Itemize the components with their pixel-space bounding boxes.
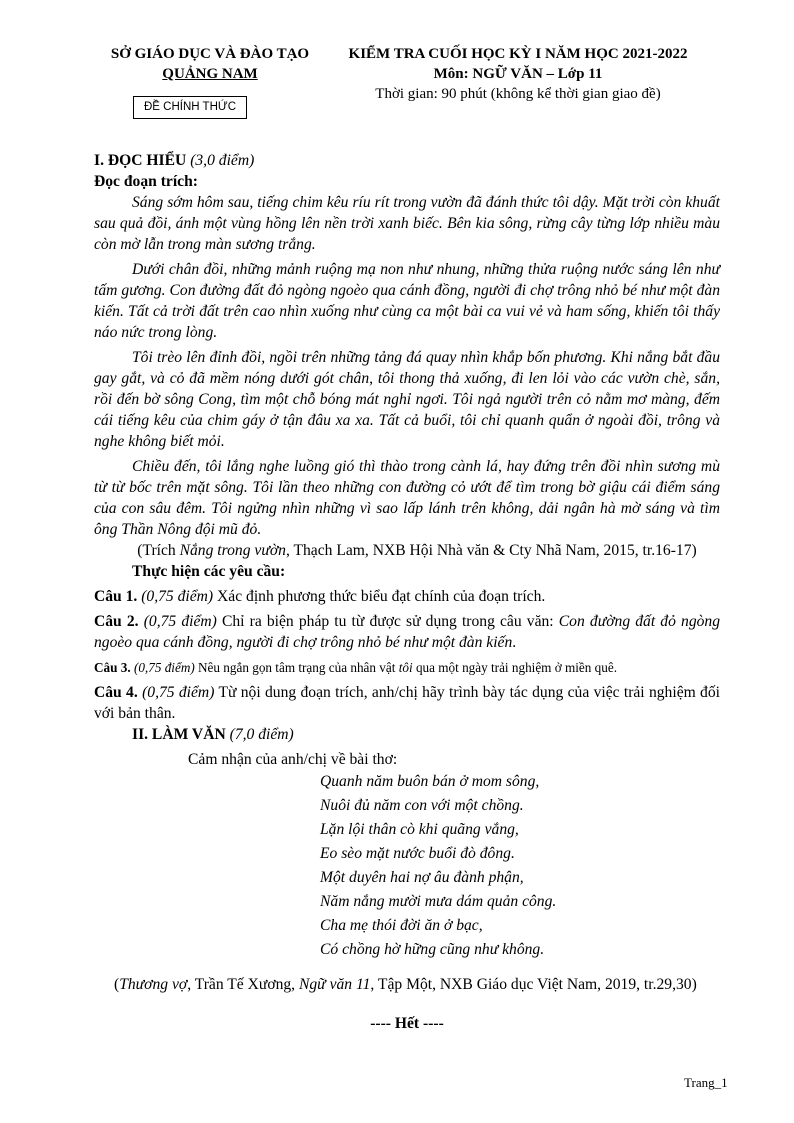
poem-line: Lặn lội thân cò khi quãng vắng, bbox=[320, 821, 519, 838]
question-4: Câu 4. (0,75 điểm) Từ nội dung đoạn trích, anh/chị hãy trình bày tác dụng của việc trải nghiệm đối với bản thân. bbox=[94, 684, 720, 722]
province-name: QUẢNG NAM bbox=[162, 66, 258, 82]
essay-prompt: Cảm nhận của anh/chị về bài thơ: bbox=[188, 751, 398, 768]
poem-line: Nuôi đủ năm con với một chồng. bbox=[320, 797, 524, 814]
exam-duration: Thời gian: 90 phút (không kể thời gian giao đề) bbox=[375, 86, 661, 102]
header-exam-block bbox=[318, 44, 718, 104]
question-2: Câu 2. (0,75 điểm) Chỉ ra biện pháp tu từ được sử dụng trong câu văn: Con đường đất đỏ ngòng ngoèo qua cánh đồng, người đi chợ trông nhỏ bé như một đàn kiến. bbox=[94, 613, 721, 651]
source-work-title: Nắng trong vườn bbox=[179, 542, 286, 559]
poem-line: Năm nắng mười mưa dám quản công. bbox=[320, 893, 557, 910]
tasks-label: Thực hiện các yêu cầu: bbox=[132, 563, 286, 580]
exam-title: KIỂM TRA CUỐI HỌC KỲ I NĂM HỌC 2021-2022 bbox=[348, 46, 688, 62]
exam-subject: Môn: NGỮ VĂN – Lớp 11 bbox=[433, 66, 603, 82]
official-exam-stamp: ĐỀ CHÍNH THỨC bbox=[133, 96, 247, 119]
read-label: Đọc đoạn trích: bbox=[94, 173, 198, 190]
question-1: Câu 1. (0,75 điểm) Xác định phương thức biểu đạt chính của đoạn trích. bbox=[94, 588, 546, 605]
exam-content bbox=[94, 150, 720, 1034]
question-2-quote: Con đường đất đỏ ngòng ngoèo qua cánh đồng, người đi chợ trông nhỏ bé như một đàn kiến bbox=[94, 613, 721, 651]
passage-paragraph: Sáng sớm hôm sau, tiếng chim kêu ríu rít trong vườn đã đánh thức tôi dậy. Mặt trời còn khuất sau quả đồi, ánh một vùng hồng lên nền trời xanh biếc. Bên kia sông, rừng cây từng lớp nhiều màu còn mờ lẫn trong màn sương trắng. bbox=[94, 194, 720, 253]
part1-points: (3,0 điểm) bbox=[190, 152, 255, 169]
passage-source: (Trích Nắng trong vườn, Thạch Lam, NXB Hội Nhà văn & Cty Nhã Nam, 2015, tr.16-17) bbox=[137, 542, 697, 559]
part2-points: (7,0 điểm) bbox=[229, 726, 294, 743]
part1-title: I. ĐỌC HIỂU bbox=[94, 152, 187, 169]
part1-heading bbox=[94, 150, 720, 171]
poem-line: Có chồng hờ hững cũng như không. bbox=[320, 941, 545, 958]
part2-title: II. LÀM VĂN bbox=[132, 726, 226, 743]
part2-heading bbox=[132, 724, 720, 745]
poem-source: (Thương vợ, Trần Tế Xương, Ngữ văn 11, Tập Một, NXB Giáo dục Việt Nam, 2019, tr.29,30) bbox=[114, 976, 697, 993]
passage-paragraph: Chiều đến, tôi lắng nghe luồng gió thì thào trong cành lá, hay đứng trên đồi nhìn sương mù từ từ bốc trên mặt sông. Tôi lần theo những con đường cỏ ướt để tìm trong bờ giậu cái điểm sáng của con sâu đêm. Tôi ngửng nhìn những vì sao lấp lánh trên không, dải ngân hà mờ sáng và tìm ông Thần Nông đội mũ đỏ. bbox=[94, 458, 720, 538]
header-department-block bbox=[70, 44, 350, 84]
passage-paragraph: Tôi trèo lên đỉnh đồi, ngồi trên những tảng đá quay nhìn khắp bốn phương. Khi nắng bắt đầu gay gắt, và cỏ đã mềm nóng dưới gót chân, tôi thong thả xuống, đi len lỏi vào các vườn chè, sắn, rồi đến bờ sông Cong, tìm một chỗ bóng mát nghỉ ngơi. Tôi ngả người trên cỏ nằm mơ màng, đếm cái tiếng kêu của chim gáy ở tận đâu xa xa. Tất cả buổi, tôi chỉ quanh quẩn ở ngoài đồi, trông và nghe không biết mỏi. bbox=[94, 349, 720, 450]
department-name: SỞ GIÁO DỤC VÀ ĐÀO TẠO bbox=[110, 46, 310, 62]
poem bbox=[320, 770, 720, 962]
poem-line: Quanh năm buôn bán ở mom sông, bbox=[320, 773, 540, 790]
end-mark: ---- Hết ---- bbox=[370, 1015, 444, 1032]
poem-line: Một duyên hai nợ âu đành phận, bbox=[320, 869, 524, 886]
page-number: Trang_1 bbox=[684, 1075, 728, 1090]
poem-line: Eo sèo mặt nước buổi đò đông. bbox=[320, 845, 515, 862]
question-3: Câu 3. (0,75 điểm) Nêu ngắn gọn tâm trạng của nhân vật tôi qua một ngày trải nghiệm ở miền quê. bbox=[94, 660, 618, 675]
passage-paragraph: Dưới chân đồi, những mảnh ruộng mạ non như nhung, những thửa ruộng nước sáng lên như tấm gương. Con đường đất đỏ ngòng ngoèo qua cánh đồng, người đi chợ trông nhỏ bé như một đàn kiến. Tất cả trời đất trên cao nhìn xuống như cùng ca một bài ca vui vẻ và ham sống, khiến tôi thấy náo nức trong lòng. bbox=[94, 261, 720, 341]
poem-line: Cha mẹ thói đời ăn ở bạc, bbox=[320, 917, 483, 934]
